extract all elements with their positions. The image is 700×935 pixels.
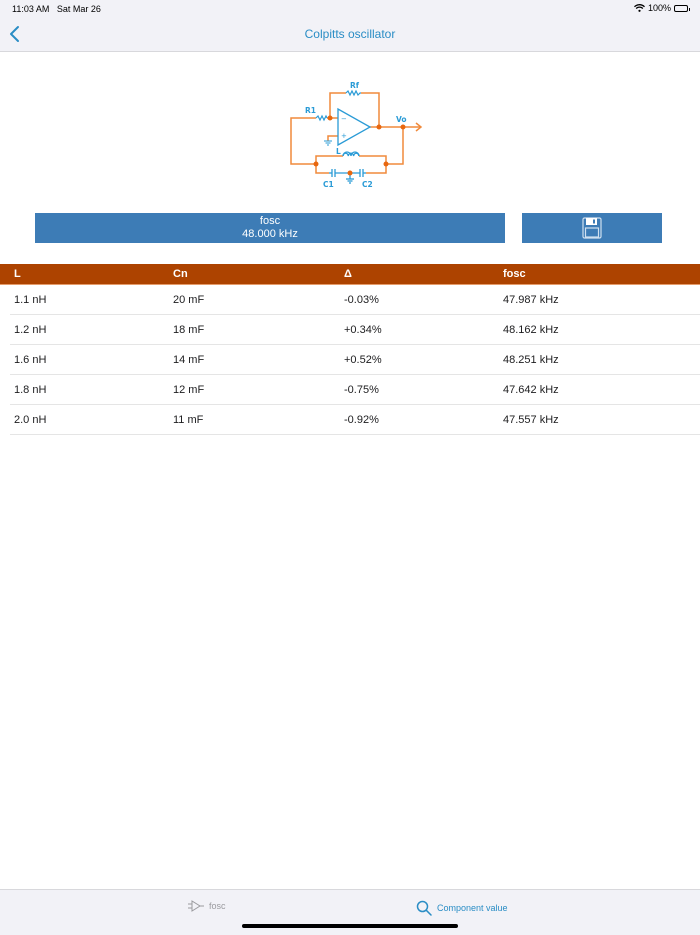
op-amp-icon [188,900,204,912]
battery-icon [674,5,688,12]
cell-cn: 18 mF [173,324,205,336]
cell-fosc: 47.987 kHz [503,294,559,306]
label-c2: C2 [362,180,373,189]
navigation-bar [0,18,700,52]
cell-l: 1.1 nH [14,294,47,306]
cell-delta: -0.92% [344,414,379,426]
status-right [634,3,688,13]
circuit-diagram [280,75,430,195]
header-l: L [14,268,21,280]
table-row[interactable] [10,375,700,405]
cell-delta: +0.52% [344,354,382,366]
date-text: Sat Mar 26 [56,4,101,14]
table-row[interactable] [10,285,700,315]
header-cn: Cn [173,268,188,280]
tab-fosc-label: fosc [209,901,226,911]
search-icon [416,900,432,916]
label-vo: Vo [396,115,407,124]
cell-l: 1.2 nH [14,324,47,336]
cell-cn: 14 mF [173,354,205,366]
cell-cn: 11 mF [173,414,204,426]
label-rf: Rf [350,81,360,90]
table-row[interactable] [10,315,700,345]
table-row[interactable] [10,405,700,435]
tab-bar [0,889,700,935]
wifi-icon [634,4,645,12]
home-indicator[interactable] [242,924,458,928]
cell-l: 1.8 nH [14,384,47,396]
battery-percent: 100% [647,3,671,13]
label-c1: C1 [323,180,334,189]
svg-text:+: + [341,132,347,140]
time-text: 11:03 AM [12,4,50,14]
label-l: L [336,147,341,156]
fosc-value: 48.000 kHz [242,228,298,240]
status-time [12,4,101,14]
svg-text:−: − [341,115,347,123]
tab-fosc[interactable] [188,900,226,912]
cell-fosc: 47.557 kHz [503,414,559,426]
header-fosc: fosc [503,268,526,280]
floppy-disk-icon [582,217,602,239]
results-table [0,285,700,435]
cell-delta: -0.03% [344,294,379,306]
cell-l: 1.6 nH [14,354,47,366]
page-title: Colpitts oscillator [304,27,396,41]
table-header [0,264,700,284]
cell-fosc: 47.642 kHz [503,384,559,396]
cell-fosc: 48.162 kHz [503,324,559,336]
fosc-input-button[interactable] [35,213,505,243]
cell-delta: -0.75% [344,384,379,396]
status-bar [0,0,700,18]
table-row[interactable] [10,345,700,375]
cell-delta: +0.34% [344,324,382,336]
fosc-label: fosc [259,215,281,227]
save-button[interactable] [522,213,662,243]
tab-component-value-label: Component value [437,903,508,913]
tab-component-value[interactable] [416,900,508,916]
cell-fosc: 48.251 kHz [503,354,559,366]
cell-cn: 20 mF [173,294,205,306]
label-r1: R1 [305,106,316,115]
header-delta: Δ [344,268,352,280]
cell-l: 2.0 nH [14,414,47,426]
cell-cn: 12 mF [173,384,205,396]
